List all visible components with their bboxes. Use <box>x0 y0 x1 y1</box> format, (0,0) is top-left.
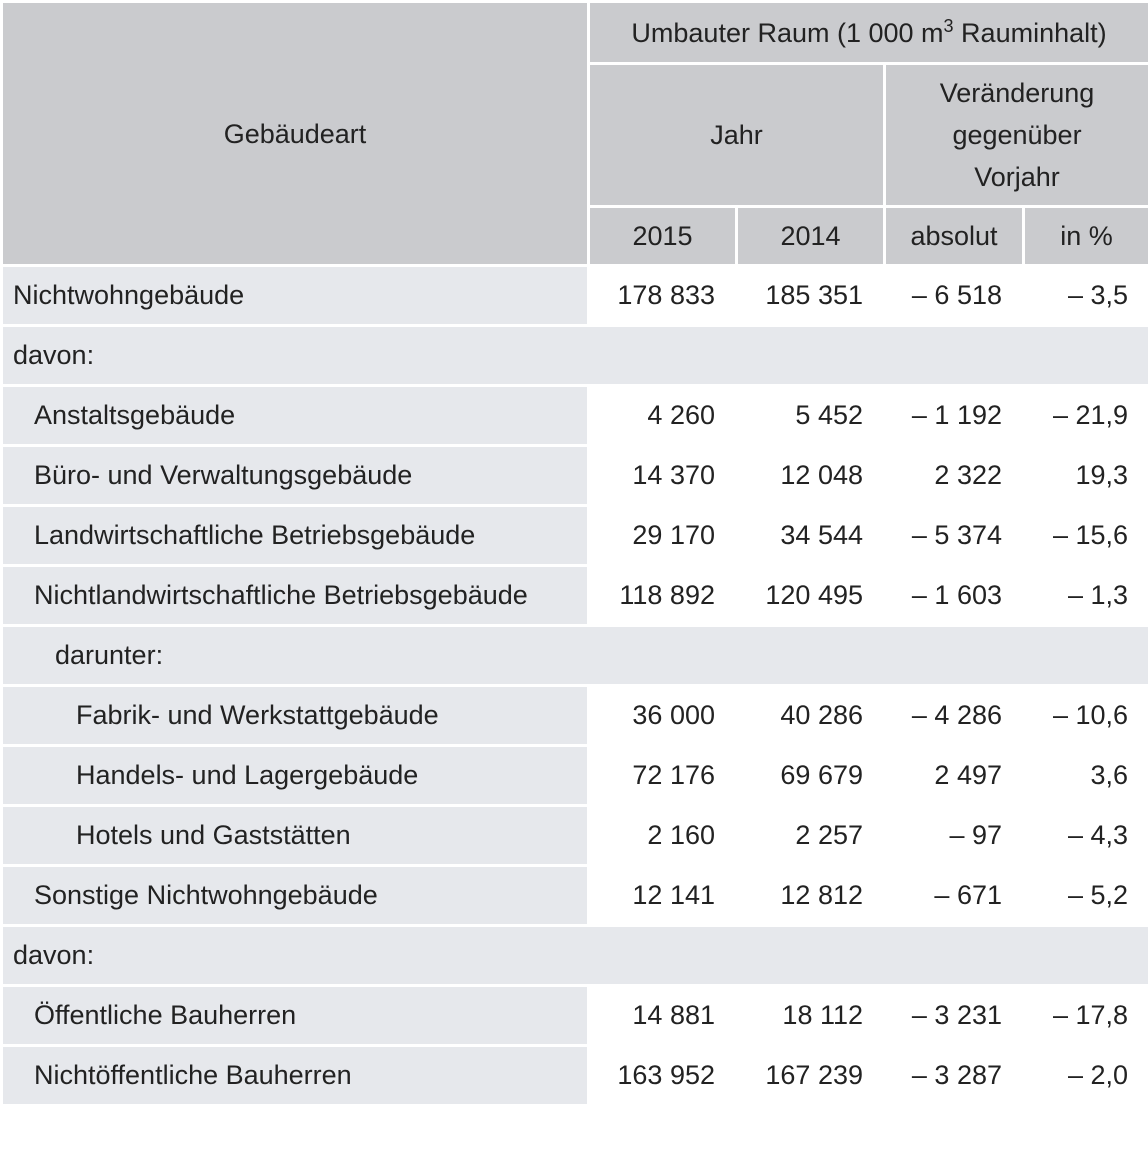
value-prozent: – 2,0 <box>1024 1046 1148 1106</box>
value-2015: 178 833 <box>589 266 737 326</box>
value-2015: 4 260 <box>589 386 737 446</box>
header-umbauter-raum-sup: 3 <box>943 15 954 36</box>
value-2015: 14 881 <box>589 986 737 1046</box>
section-row <box>2 926 1148 986</box>
value-2014: 5 452 <box>737 386 885 446</box>
value-2015: 118 892 <box>589 566 737 626</box>
value-2014: 18 112 <box>737 986 885 1046</box>
header-veraenderung-line2: gegenüber <box>952 120 1082 150</box>
row-label: Öffentliche Bauherren <box>2 986 589 1046</box>
header-umbauter-raum-prefix: Umbauter Raum (1 000 m <box>631 17 944 48</box>
section-row <box>2 326 1148 386</box>
value-prozent: – 21,9 <box>1024 386 1148 446</box>
table-row <box>2 266 1148 326</box>
row-label: Nichtwohngebäude <box>2 266 589 326</box>
value-absolut: – 4 286 <box>885 686 1024 746</box>
value-prozent: – 1,3 <box>1024 566 1148 626</box>
value-prozent: – 17,8 <box>1024 986 1148 1046</box>
table-row <box>2 506 1148 566</box>
value-2014: 34 544 <box>737 506 885 566</box>
table-row <box>2 386 1148 446</box>
value-prozent: – 15,6 <box>1024 506 1148 566</box>
value-prozent: – 4,3 <box>1024 806 1148 866</box>
value-2014: 12 812 <box>737 866 885 926</box>
row-label: Landwirtschaftliche Betriebsgebäude <box>2 506 589 566</box>
table-row <box>2 866 1148 926</box>
value-2014: 120 495 <box>737 566 885 626</box>
section-label: davon: <box>2 326 1148 386</box>
value-2015: 12 141 <box>589 866 737 926</box>
value-absolut: 2 497 <box>885 746 1024 806</box>
value-absolut: – 1 192 <box>885 386 1024 446</box>
value-prozent: 3,6 <box>1024 746 1148 806</box>
value-absolut: – 5 374 <box>885 506 1024 566</box>
header-absolut: absolut <box>885 207 1024 266</box>
row-label: Nichtlandwirtschaftliche Betriebsgebäude <box>2 566 589 626</box>
value-absolut: – 6 518 <box>885 266 1024 326</box>
value-prozent: – 5,2 <box>1024 866 1148 926</box>
header-veraenderung <box>885 64 1148 207</box>
section-label: darunter: <box>2 626 1148 686</box>
row-label: Handels- und Lagergebäude <box>2 746 589 806</box>
header-2015: 2015 <box>589 207 737 266</box>
header-prozent: in % <box>1024 207 1148 266</box>
value-2014: 167 239 <box>737 1046 885 1106</box>
section-label: davon: <box>2 926 1148 986</box>
value-2015: 36 000 <box>589 686 737 746</box>
value-prozent: 19,3 <box>1024 446 1148 506</box>
table-row <box>2 1046 1148 1106</box>
value-absolut: – 3 231 <box>885 986 1024 1046</box>
value-2014: 12 048 <box>737 446 885 506</box>
row-label: Sonstige Nichtwohngebäude <box>2 866 589 926</box>
value-2015: 163 952 <box>589 1046 737 1106</box>
header-veraenderung-line3: Vorjahr <box>974 162 1060 192</box>
value-2015: 2 160 <box>589 806 737 866</box>
value-2014: 40 286 <box>737 686 885 746</box>
header-umbauter-raum-suffix: Rauminhalt) <box>953 17 1107 48</box>
value-2014: 2 257 <box>737 806 885 866</box>
value-absolut: – 97 <box>885 806 1024 866</box>
value-absolut: – 1 603 <box>885 566 1024 626</box>
table-row <box>2 806 1148 866</box>
table-row <box>2 686 1148 746</box>
value-2014: 185 351 <box>737 266 885 326</box>
value-absolut: 2 322 <box>885 446 1024 506</box>
table-row <box>2 746 1148 806</box>
row-label: Fabrik- und Werkstattgebäude <box>2 686 589 746</box>
row-label: Nichtöffentliche Bauherren <box>2 1046 589 1106</box>
row-label: Büro- und Verwaltungsgebäude <box>2 446 589 506</box>
row-label: Hotels und Gaststätten <box>2 806 589 866</box>
value-prozent: – 3,5 <box>1024 266 1148 326</box>
header-gebaeudeart: Gebäudeart <box>2 2 589 266</box>
value-2015: 14 370 <box>589 446 737 506</box>
table-row <box>2 986 1148 1046</box>
section-row <box>2 626 1148 686</box>
header-2014: 2014 <box>737 207 885 266</box>
header-jahr: Jahr <box>589 64 885 207</box>
value-absolut: – 3 287 <box>885 1046 1024 1106</box>
header-veraenderung-line1: Veränderung <box>939 78 1095 108</box>
value-absolut: – 671 <box>885 866 1024 926</box>
value-prozent: – 10,6 <box>1024 686 1148 746</box>
value-2014: 69 679 <box>737 746 885 806</box>
table-row <box>2 446 1148 506</box>
value-2015: 29 170 <box>589 506 737 566</box>
row-label: Anstaltsgebäude <box>2 386 589 446</box>
table-row <box>2 566 1148 626</box>
header-umbauter-raum <box>589 2 1148 64</box>
value-2015: 72 176 <box>589 746 737 806</box>
